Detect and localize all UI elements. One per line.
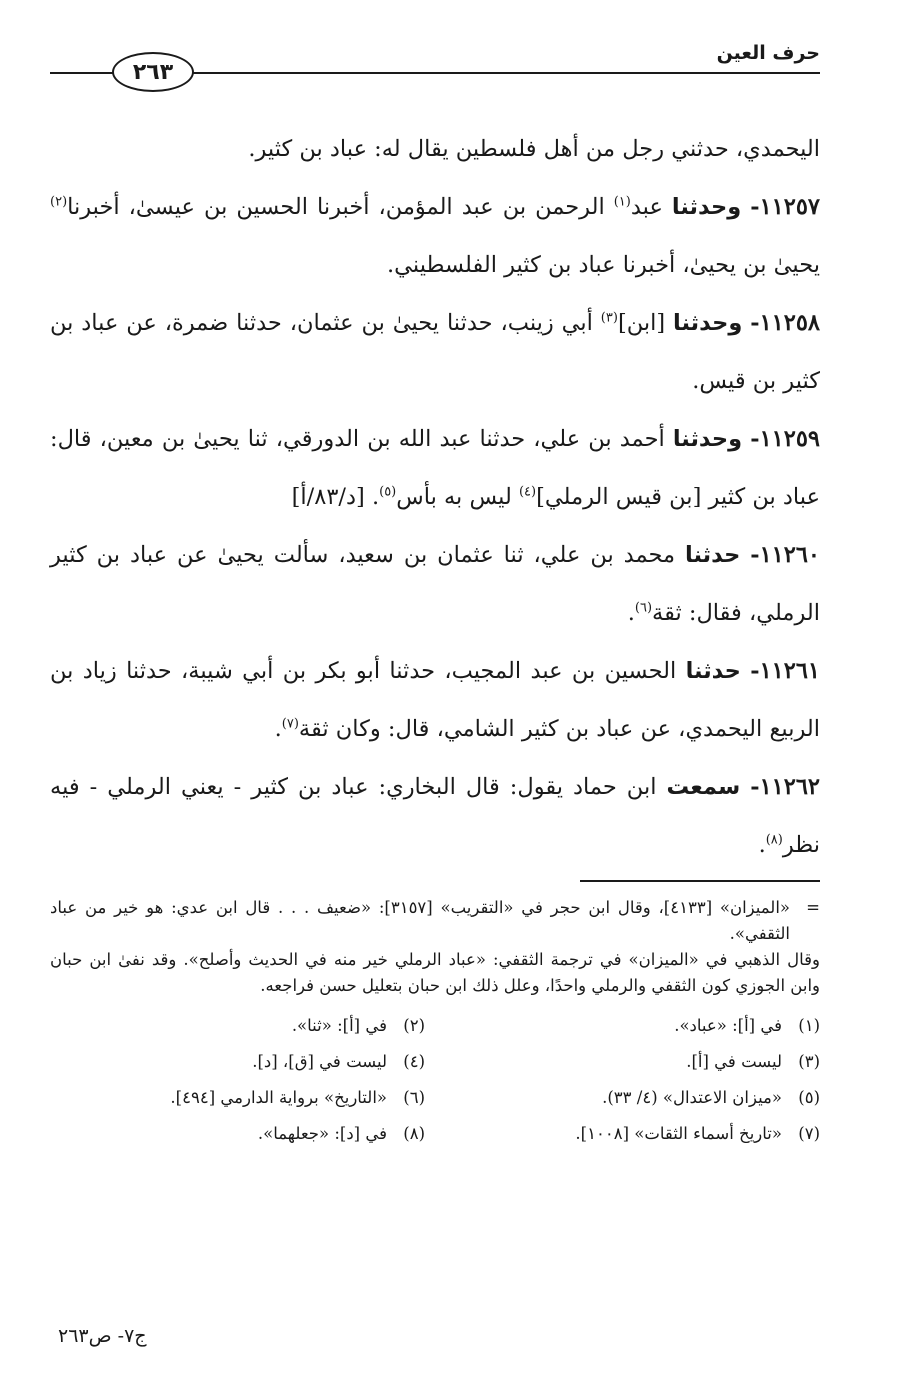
footnote-text: «الميزان» [٤١٣٣]، وقال ابن حجر في «التقريب» [٣١٥٧]: «ضعيف . . . قال ابن عدي: هو خير من عباد الثقفي».: [50, 898, 790, 943]
footnote-number: (٣): [798, 1052, 820, 1071]
entry-text: .: [758, 832, 766, 858]
footnote-text: «ميزان الاعتدال» (٤/ ٣٣).: [602, 1088, 782, 1107]
footnote-ref[interactable]: (٧): [281, 716, 299, 732]
footnote-item: [445, 1121, 820, 1147]
footnote-item: [445, 1085, 820, 1111]
entry-keyword: وحدثنا: [671, 194, 742, 220]
entry-number: ١١٢٥٧-: [750, 194, 820, 220]
footnote-text: «تاريخ أسماء الثقات» [١٠٠٨].: [575, 1124, 782, 1143]
entry-text: محمد بن علي، ثنا عثمان بن سعيد، سألت يحيىٰ عن عباد بن كثير الرملي، فقال: ثقة: [50, 542, 820, 626]
footnote-item: [50, 1013, 425, 1039]
footnotes-section: [50, 895, 820, 1147]
footnote-text: ليست في [أ].: [686, 1052, 782, 1071]
footnote-item: [445, 1013, 820, 1039]
hadith-entry: [50, 526, 820, 642]
paragraph-text: اليحمدي، حدثني رجل من أهل فلسطين يقال له: عباد بن كثير.: [248, 136, 820, 162]
footnote-number: (١): [798, 1016, 820, 1035]
entry-text: يحيىٰ بن يحيىٰ، أخبرنا عباد بن كثير الفلسطيني.: [387, 252, 820, 278]
entry-text: الحسين بن عبد المجيب، حدثنا أبو بكر بن أبي شيبة، حدثنا زياد بن الربيع اليحمدي، عن عباد بن كثير الشامي، قال: وكان ثقة: [50, 658, 820, 742]
footnote-continuation: [50, 895, 820, 947]
footnote-text: في [د]: «جعلهما».: [257, 1124, 387, 1143]
footnote-text: «التاريخ» برواية الدارمي [٤٩٤].: [170, 1088, 387, 1107]
footnote-item: [445, 1049, 820, 1075]
entry-text: عبد: [630, 194, 672, 220]
entry-text: أبي زينب، حدثنا يحيىٰ بن عثمان، حدثنا ضمرة، عن عباد بن كثير بن قيس.: [50, 310, 820, 394]
entry-text: ابن حماد يقول: قال البخاري: عباد بن كثير - يعني الرملي - فيه نظر: [50, 774, 820, 858]
entry-text: ليس به بأس: [396, 484, 519, 510]
footnote-ref[interactable]: (٤): [518, 484, 537, 500]
footnote-item: [50, 1121, 425, 1147]
main-text: [50, 120, 820, 874]
footnote-separator: [580, 880, 820, 882]
entry-number: ١١٢٥٨-: [750, 310, 820, 336]
entry-keyword: وحدثنا: [672, 426, 743, 452]
hadith-entry: [50, 294, 820, 410]
footnote-number: (٥): [798, 1088, 820, 1107]
footnote-ref[interactable]: (٨): [765, 832, 783, 848]
footnote-text: وقال الذهبي في «الميزان» في ترجمة الثقفي: «عباد الرملي خير منه في الحديث وأصلح». وقد نفىٰ ابن حبان وابن الجوزي كون الثقفي والرملي واحدًا، وعلل ذلك ابن حبان بتعليل حسن فراجعه.: [50, 950, 820, 995]
hadith-entry: [50, 410, 820, 526]
running-title: حرف العين: [716, 42, 820, 64]
entry-text: . [د/٨٣/أ]: [291, 484, 380, 510]
entry-text: [ابن]: [617, 310, 674, 336]
paragraph-continuation: [50, 120, 820, 178]
entry-number: ١١٢٦٢-: [750, 774, 820, 800]
footnote-ref[interactable]: (٦): [634, 600, 653, 616]
footnote-list: [50, 1013, 820, 1147]
entry-text: .: [274, 716, 282, 742]
continuation-mark: =: [806, 898, 820, 917]
entry-text: الرحمن بن عبد المؤمن، أخبرنا الحسين بن عيسىٰ، أخبرنا: [67, 194, 614, 220]
footnote-number: (٨): [403, 1124, 425, 1143]
page-header: [50, 30, 820, 100]
page-number: ٢٦٣: [132, 59, 174, 85]
entry-text: أحمد بن علي، حدثنا عبد الله بن الدورقي، ثنا يحيىٰ بن معين، قال: عباد بن كثير [بن قيس الرملي]: [50, 426, 820, 510]
entry-keyword: حدثنا: [685, 542, 741, 568]
footnote-text: في [أ]: «عباد».: [674, 1016, 782, 1035]
footnote-number: (٤): [403, 1052, 425, 1071]
footnote-number: (٦): [403, 1088, 425, 1107]
entry-number: ١١٢٦٠-: [750, 542, 821, 568]
entry-number: ١١٢٥٩-: [750, 426, 820, 452]
hadith-entry: [50, 178, 820, 294]
footnote-text: ليست في [ق]، [د].: [252, 1052, 387, 1071]
footnote-ref[interactable]: (٥): [379, 484, 397, 500]
footnote-number: (٧): [798, 1124, 820, 1143]
volume-page-folio: ج٧- ص٢٦٣: [58, 1325, 147, 1347]
footnote-ref[interactable]: (٢): [50, 194, 68, 210]
hadith-entry: [50, 642, 820, 758]
entry-keyword: وحدثنا: [673, 310, 743, 336]
entry-keyword: سمعت: [666, 774, 741, 800]
page-number-badge: [112, 52, 194, 92]
entry-keyword: حدثنا: [685, 658, 741, 684]
hadith-entry: [50, 758, 820, 874]
footnote-ref[interactable]: (١): [613, 194, 631, 210]
entry-text: .: [627, 600, 635, 626]
footnote-ref[interactable]: (٣): [600, 310, 618, 326]
footnote-number: (٢): [403, 1016, 425, 1035]
footnote-text: في [أ]: «ثنا».: [291, 1016, 387, 1035]
entry-number: ١١٢٦١-: [750, 658, 820, 684]
footnote-paragraph: [50, 947, 820, 999]
footnote-item: [50, 1085, 425, 1111]
footnote-item: [50, 1049, 425, 1075]
